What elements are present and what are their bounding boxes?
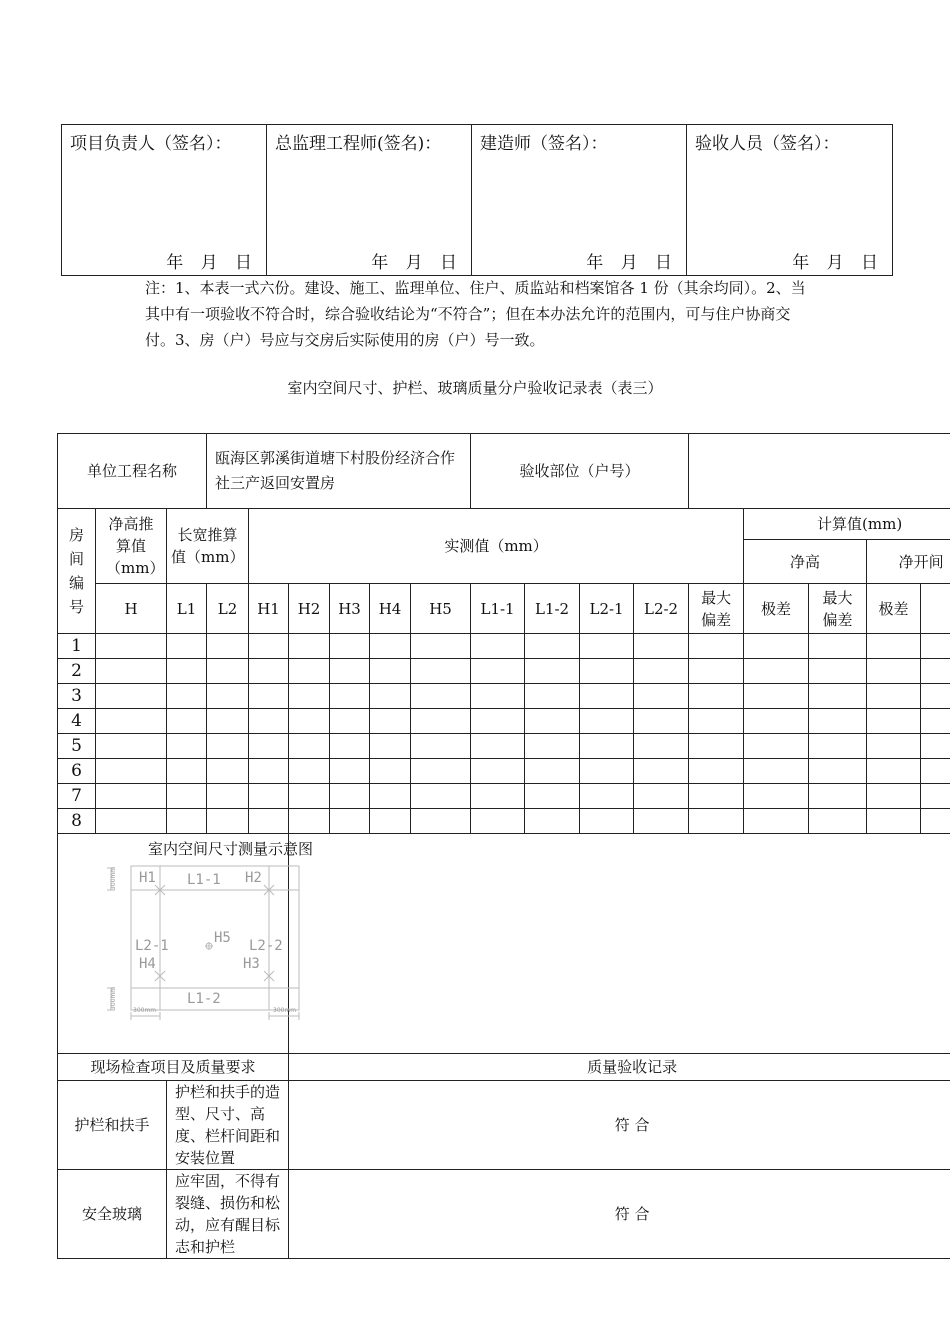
dim-label: 300mm (110, 986, 117, 1010)
label-l2-1: L2-1 (135, 938, 169, 954)
measurement-cell[interactable] (634, 659, 689, 684)
net-height-max-deviation-header: 最大偏差 (689, 584, 744, 634)
measurement-cell[interactable] (289, 809, 330, 834)
measurement-cell[interactable] (207, 659, 249, 684)
table-row (58, 634, 950, 659)
measurement-cell[interactable] (921, 684, 950, 709)
measurement-cell[interactable] (167, 809, 207, 834)
measurement-cell[interactable] (96, 709, 167, 734)
measurement-cell[interactable] (580, 809, 634, 834)
measurement-cell[interactable] (867, 759, 921, 784)
measurement-cell[interactable] (580, 734, 634, 759)
measurement-cell[interactable] (867, 659, 921, 684)
signature-label: 项目负责人（签名）： (70, 134, 232, 154)
measurement-cell[interactable] (525, 784, 580, 809)
table-row (58, 809, 950, 834)
measurement-cell[interactable] (249, 784, 289, 809)
measurement-cell[interactable] (167, 659, 207, 684)
col-header-h: H (96, 584, 167, 634)
room-number-cell: 6 (58, 759, 96, 784)
measurement-cell[interactable] (411, 634, 471, 659)
measurement-cell[interactable] (634, 709, 689, 734)
measurement-cell[interactable] (96, 759, 167, 784)
measurement-cell[interactable] (370, 734, 411, 759)
net-height-range-header: 极差 (744, 584, 809, 634)
measurement-cell[interactable] (330, 634, 370, 659)
measurement-cell[interactable] (921, 784, 950, 809)
measurement-cell[interactable] (634, 684, 689, 709)
table-title: 室内空间尺寸、护栏、玻璃质量分户验收记录表（表三） (287, 379, 663, 397)
measurement-cell[interactable] (744, 759, 809, 784)
measurement-cell[interactable] (634, 784, 689, 809)
quality-record-header: 质量验收记录 (289, 1054, 950, 1081)
col-header-l1-2: L1-2 (525, 584, 580, 634)
measurement-cell[interactable] (689, 659, 744, 684)
measurement-cell[interactable] (167, 634, 207, 659)
measurement-cell[interactable] (330, 684, 370, 709)
measurement-cell[interactable] (689, 709, 744, 734)
measurement-cell[interactable] (207, 634, 249, 659)
measurement-cell[interactable] (330, 659, 370, 684)
col-header-h3: H3 (330, 584, 370, 634)
room-number-cell: 3 (58, 684, 96, 709)
signature-date: 年 月 日 (586, 253, 678, 273)
measurement-cell[interactable] (289, 734, 330, 759)
measurement-cell[interactable] (580, 659, 634, 684)
label-h3: H3 (243, 956, 260, 972)
measurement-cell[interactable] (689, 634, 744, 659)
table-row (58, 759, 950, 784)
measurement-cell[interactable] (689, 759, 744, 784)
signature-cell-project-leader[interactable] (62, 125, 267, 276)
item-name-railing: 护栏和扶手 (58, 1081, 167, 1170)
measurement-cell[interactable] (471, 709, 525, 734)
measurement-cell[interactable] (689, 809, 744, 834)
measurement-cell[interactable] (207, 809, 249, 834)
signature-cell-chief-supervisor[interactable] (267, 125, 472, 276)
measurement-cell[interactable] (689, 784, 744, 809)
measurement-cell[interactable] (96, 684, 167, 709)
measurement-cell[interactable] (167, 709, 207, 734)
inspection-record-table (57, 433, 950, 1259)
measurement-cell[interactable] (249, 734, 289, 759)
col-header-l2-2: L2-2 (634, 584, 689, 634)
measurement-cell[interactable] (525, 659, 580, 684)
item-name-safety-glass: 安全玻璃 (58, 1170, 167, 1259)
net-height-estimate-header: 净高推算值（mm） (96, 509, 167, 584)
net-height-header: 净高 (744, 540, 867, 584)
measurement-cell[interactable] (580, 634, 634, 659)
length-width-estimate-header: 长宽推算值（mm） (167, 509, 249, 584)
dim-label: 300mm (133, 1007, 157, 1014)
measurement-cell[interactable] (867, 709, 921, 734)
measurement-cell[interactable] (249, 809, 289, 834)
label-h5: H5 (214, 930, 231, 946)
measurement-cell[interactable] (249, 684, 289, 709)
measurement-cell[interactable] (744, 809, 809, 834)
signature-label: 验收人员（签名）： (695, 134, 840, 154)
measurement-cell[interactable] (471, 784, 525, 809)
room-number-cell: 2 (58, 659, 96, 684)
measurement-cell[interactable] (411, 734, 471, 759)
table-row (58, 659, 950, 684)
footnote: 注：1、本表一式六份。建设、施工、监理单位、住户、质监站和档案馆各 1 份（其余均同）。2、当其中有一项验收不符合时，综合验收结论为“不符合”；但在本办法允许的范围内，可与住户协商交付。3、房（户）号应与交房后实际使用的房（户）号一致。 (145, 279, 806, 349)
measurement-cell[interactable] (634, 809, 689, 834)
measurement-cell[interactable] (411, 759, 471, 784)
measurement-cell[interactable] (411, 784, 471, 809)
measurement-cell[interactable] (471, 684, 525, 709)
table-row (58, 709, 950, 734)
measurement-cell[interactable] (580, 759, 634, 784)
measurement-cell[interactable] (580, 784, 634, 809)
measurement-cell[interactable] (289, 784, 330, 809)
label-l1-2: L1-2 (187, 991, 221, 1007)
measurement-cell[interactable] (689, 684, 744, 709)
measurement-cell[interactable] (809, 659, 867, 684)
measured-values-header: 实测值（mm） (249, 509, 744, 584)
col-header-l2: L2 (207, 584, 249, 634)
measurement-cell[interactable] (370, 709, 411, 734)
measurement-cell[interactable] (471, 634, 525, 659)
measurement-cell[interactable] (289, 684, 330, 709)
measurement-cell[interactable] (411, 684, 471, 709)
measurement-cell[interactable] (634, 634, 689, 659)
measurement-cell[interactable] (525, 709, 580, 734)
measurement-cell[interactable] (867, 684, 921, 709)
location-label: 验收部位（户号） (471, 434, 689, 509)
net-span-max-deviation-header: 最大偏差 (809, 584, 867, 634)
measurement-cell[interactable] (525, 634, 580, 659)
signature-label: 总监理工程师(签名)： (275, 134, 442, 154)
measurement-cell[interactable] (867, 734, 921, 759)
item-requirement-safety-glass: 应牢固，不得有裂缝、损伤和松动，应有醒目标志和护栏 (167, 1170, 289, 1259)
measurement-cell[interactable] (634, 759, 689, 784)
measurement-cell[interactable] (411, 709, 471, 734)
measurement-cell[interactable] (249, 709, 289, 734)
signature-date: 年 月 日 (792, 253, 884, 273)
label-h4: H4 (139, 956, 156, 972)
measurement-cell[interactable] (921, 709, 950, 734)
measurement-cell[interactable] (96, 634, 167, 659)
measurement-cell[interactable] (289, 709, 330, 734)
item-requirement-railing: 护栏和扶手的造型、尺寸、高度、栏杆间距和安装位置 (167, 1081, 289, 1170)
signature-cell-inspector[interactable] (687, 125, 893, 276)
calculated-values-header: 计算值(mm) (744, 509, 950, 540)
measurement-cell[interactable] (525, 734, 580, 759)
measurement-cell[interactable] (207, 734, 249, 759)
measurement-cell[interactable] (411, 809, 471, 834)
item-result-railing[interactable]: 符 合 (289, 1081, 950, 1170)
measurement-cell[interactable] (330, 709, 370, 734)
room-number-cell: 4 (58, 709, 96, 734)
col-header-l2-1: L2-1 (580, 584, 634, 634)
inspection-items-header: 现场检查项目及质量要求 (58, 1054, 289, 1081)
measurement-cell[interactable] (921, 634, 950, 659)
signature-label: 建造师（签名）： (480, 134, 608, 154)
measurement-cell[interactable] (744, 784, 809, 809)
measurement-cell[interactable] (167, 759, 207, 784)
measurement-cell[interactable] (207, 709, 249, 734)
measurement-cell[interactable] (809, 759, 867, 784)
measurement-cell[interactable] (330, 809, 370, 834)
item-result-safety-glass[interactable]: 符 合 (289, 1170, 950, 1259)
measurement-cell[interactable] (525, 809, 580, 834)
net-span-range-header: 极差 (867, 584, 921, 634)
label-l1-1: L1-1 (187, 872, 221, 888)
marker-h5-cross (205, 942, 213, 950)
measurement-cell[interactable] (744, 709, 809, 734)
measurement-cell[interactable] (330, 734, 370, 759)
signature-table (61, 124, 893, 276)
measurement-cell[interactable] (921, 759, 950, 784)
col-header-h2: H2 (289, 584, 330, 634)
measurement-cell[interactable] (249, 659, 289, 684)
measurement-cell[interactable] (207, 684, 249, 709)
col-header-h4: H4 (370, 584, 411, 634)
signature-date: 年 月 日 (371, 253, 463, 273)
measurement-cell[interactable] (744, 634, 809, 659)
measurement-cell[interactable] (525, 759, 580, 784)
measurement-cell[interactable] (96, 659, 167, 684)
measurement-cell[interactable] (370, 684, 411, 709)
measurement-cell[interactable] (370, 759, 411, 784)
measurement-cell[interactable] (167, 784, 207, 809)
room-number-cell: 8 (58, 809, 96, 834)
dim-label: 300mm (273, 1007, 297, 1014)
measurement-cell[interactable] (249, 634, 289, 659)
measurement-cell[interactable] (207, 784, 249, 809)
measurement-cell[interactable] (689, 734, 744, 759)
label-l2-2: L2-2 (249, 938, 283, 954)
room-measurement-diagram (103, 860, 303, 1020)
diagram-notes-area[interactable] (289, 834, 950, 1054)
project-name-label: 单位工程名称 (58, 434, 207, 509)
col-header-l1: L1 (167, 584, 207, 634)
measurement-cell[interactable] (471, 809, 525, 834)
measurement-cell[interactable] (471, 659, 525, 684)
measurement-cell[interactable] (809, 734, 867, 759)
measurement-cell[interactable] (167, 684, 207, 709)
measurement-cell[interactable] (921, 734, 950, 759)
signature-cell-constructor[interactable] (472, 125, 687, 276)
col-header-l1-1: L1-1 (471, 584, 525, 634)
measurement-cell[interactable] (809, 784, 867, 809)
measurement-cell[interactable] (809, 809, 867, 834)
measurement-cell[interactable] (167, 734, 207, 759)
measurement-cell[interactable] (370, 659, 411, 684)
measurement-cell[interactable] (809, 684, 867, 709)
measurement-cell[interactable] (744, 734, 809, 759)
project-name-value[interactable]: 瓯海区郭溪街道塘下村股份经济合作社三产返回安置房 (207, 434, 471, 509)
measurement-cell[interactable] (580, 709, 634, 734)
measurement-cell[interactable] (289, 759, 330, 784)
table-row (58, 684, 950, 709)
measurement-cell[interactable] (411, 659, 471, 684)
label-h1: H1 (139, 870, 156, 886)
measurement-cell[interactable] (921, 659, 950, 684)
measurement-cell[interactable] (249, 759, 289, 784)
measurement-cell[interactable] (330, 759, 370, 784)
measurement-cell[interactable] (525, 684, 580, 709)
measurement-cell[interactable] (921, 809, 950, 834)
diagram-cell (58, 834, 313, 1054)
measurement-cell[interactable] (370, 809, 411, 834)
dim-label: 300mm (110, 866, 117, 890)
room-number-cell: 1 (58, 634, 96, 659)
measurement-cell[interactable] (867, 809, 921, 834)
measurement-cell[interactable] (809, 634, 867, 659)
table-row (58, 784, 950, 809)
col-header-h5: H5 (411, 584, 471, 634)
measurement-cell[interactable] (289, 634, 330, 659)
room-number-cell: 7 (58, 784, 96, 809)
measurement-cell[interactable] (289, 659, 330, 684)
location-value[interactable] (689, 434, 950, 509)
measurement-cell[interactable] (634, 734, 689, 759)
measurement-cell[interactable] (96, 734, 167, 759)
table-row (58, 734, 950, 759)
measurement-cell[interactable] (580, 684, 634, 709)
measurement-cell[interactable] (370, 784, 411, 809)
measurement-cell[interactable] (744, 659, 809, 684)
room-number-header: 房间编号 (58, 509, 96, 634)
col-header-h1: H1 (249, 584, 289, 634)
net-span-header: 净开间 (867, 540, 950, 584)
measurement-cell[interactable] (96, 809, 167, 834)
measurement-cell[interactable] (471, 734, 525, 759)
measurement-cell[interactable] (744, 684, 809, 709)
measurement-cell[interactable] (207, 759, 249, 784)
measurement-cell[interactable] (471, 759, 525, 784)
measurement-cell[interactable] (867, 784, 921, 809)
diagram-title: 室内空间尺寸测量示意图 (147, 840, 313, 858)
room-number-cell: 5 (58, 734, 96, 759)
measurement-cell[interactable] (330, 784, 370, 809)
measurement-cell[interactable] (370, 634, 411, 659)
measurement-cell[interactable] (809, 709, 867, 734)
measurement-cell[interactable] (867, 634, 921, 659)
measurement-cell[interactable] (96, 784, 167, 809)
label-h2: H2 (245, 870, 262, 886)
signature-date: 年 月 日 (166, 253, 258, 273)
